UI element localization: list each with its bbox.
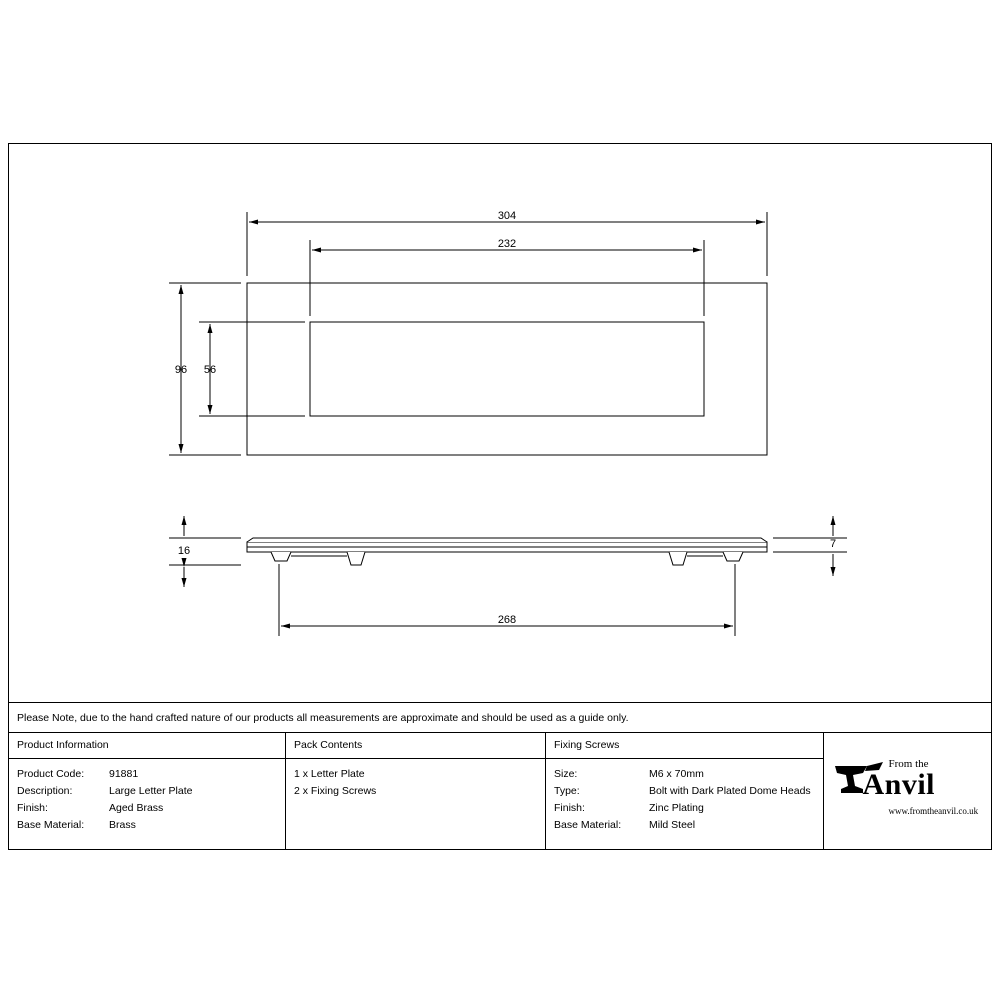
screw-base-material-value: Mild Steel: [649, 819, 696, 831]
divider: [286, 758, 545, 759]
product-information-column: [9, 733, 286, 850]
product-code-label: Product Code:: [17, 768, 85, 780]
table-row: [554, 800, 819, 817]
finish-label: Finish:: [17, 802, 48, 814]
table-row: [554, 766, 819, 783]
list-item: [294, 783, 541, 800]
description-label: Description:: [17, 785, 73, 797]
product-code-value: 91881: [109, 768, 139, 780]
pack-item-2: 2 x Fixing Screws: [294, 785, 377, 797]
dim-overall-width: 304: [497, 210, 517, 222]
info-table: [9, 733, 991, 850]
dim-side-thickness: 16: [177, 545, 191, 557]
logo-anvil-wordmark: Anvil: [862, 767, 936, 801]
base-material-value: Brass: [109, 819, 136, 831]
technical-drawing: [9, 144, 991, 702]
logo-from-the: From the: [888, 757, 929, 770]
fixing-screws-heading: Fixing Screws: [554, 739, 620, 751]
screw-type-label: Type:: [554, 785, 580, 797]
base-material-label: Base Material:: [17, 819, 85, 831]
drawing-sheet: [8, 143, 992, 850]
screw-finish-value: Zinc Plating: [649, 802, 704, 814]
screw-size-label: Size:: [554, 768, 578, 780]
table-row: [17, 783, 281, 800]
screw-base-material-label: Base Material:: [554, 819, 622, 831]
table-row: [554, 817, 819, 834]
pack-contents-heading: Pack Contents: [294, 739, 363, 751]
dim-aperture-height: 56: [203, 364, 217, 376]
table-row: [554, 783, 819, 800]
table-row: [17, 766, 281, 783]
divider: [546, 758, 823, 759]
product-information-heading: Product Information: [17, 739, 109, 751]
screw-type-value: Bolt with Dark Plated Dome Heads: [649, 785, 811, 797]
finish-value: Aged Brass: [109, 802, 164, 814]
fixing-screws-column: [546, 733, 824, 850]
screw-size-value: M6 x 70mm: [649, 768, 704, 780]
dim-overall-height: 96: [174, 364, 188, 376]
screw-finish-label: Finish:: [554, 802, 585, 814]
drawing-svg: [9, 144, 991, 702]
list-item: [294, 766, 541, 783]
measurement-note: [9, 702, 991, 733]
table-row: [17, 817, 281, 834]
dim-fixing-centres: 268: [497, 614, 517, 626]
pack-item-1: 1 x Letter Plate: [294, 768, 365, 780]
brand-logo-cell: [824, 733, 991, 850]
dim-aperture-width: 232: [497, 238, 517, 250]
measurement-note-text: Please Note, due to the hand crafted nature of our products all measurements are approximate and should be used as a guide only.: [17, 711, 629, 724]
divider: [9, 758, 285, 759]
dim-lip-thickness: 7: [829, 538, 837, 550]
logo-url: www.fromtheanvil.co.uk: [888, 805, 979, 816]
brand-logo: [833, 750, 983, 834]
pack-contents-column: [286, 733, 546, 850]
description-value: Large Letter Plate: [109, 785, 193, 797]
table-row: [17, 800, 281, 817]
